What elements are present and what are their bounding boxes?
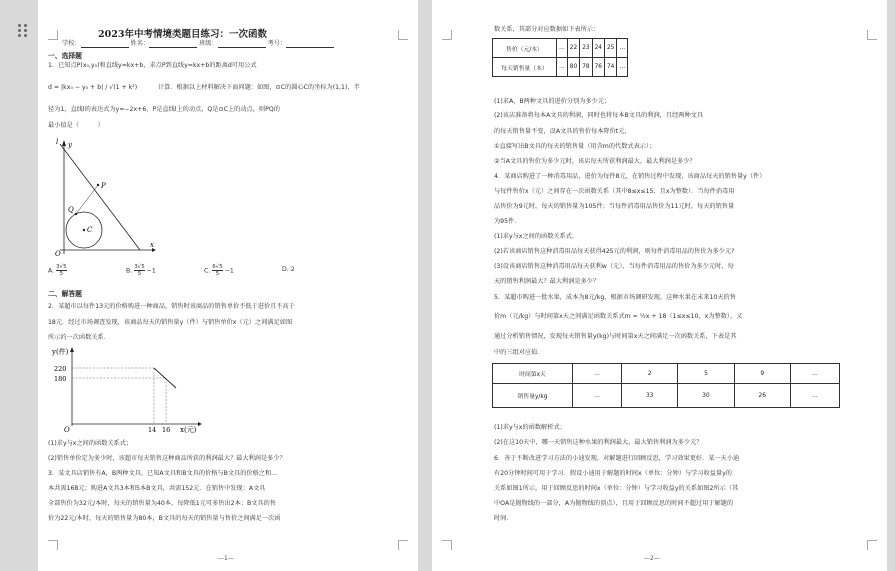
question-text: 价为22元/本时，每天的销售量为80本，B文具的每天的销售量与售价之间满足一次函 <box>48 515 281 522</box>
question-text: 径为1，直线l的表达式为y=−2x+6，P是直线l上的动点，Q是⊙C上的动点，则PQ的 <box>48 106 280 113</box>
table-cell: … <box>790 384 839 408</box>
question-part: ①直接写出B文具的每天的销售量（用含m的代数式表示）； <box>494 143 656 150</box>
table-cell: 5 <box>678 364 734 384</box>
school-label: 学校： <box>62 40 81 47</box>
table-cell: 2 <box>622 364 678 384</box>
choice-letter: C. <box>204 267 211 275</box>
circle-line-figure <box>48 138 158 256</box>
question-text: 中OA是抛物线的一部分，A为抛物线的顶点），且用于回顾反思的时间不超过用于解题的 <box>494 500 734 507</box>
question-part: (1)求y与x的函数解析式； <box>494 424 566 431</box>
question-text: 品售价为9元时，每天的销售量为105件；当每件消毒用品售价为11元时，每天的销售量 <box>494 203 735 210</box>
table-row <box>493 58 628 77</box>
crop-mark <box>398 30 408 40</box>
x-axis-arrow-icon <box>198 422 202 426</box>
name-blank[interactable] <box>149 42 197 48</box>
question-text: 最小值是（ ） <box>48 122 104 129</box>
table-cell: 23 <box>580 39 592 58</box>
question-text: 计算．根据以上材料解决下面问题：如图，⊙C的圆心C的坐标为(1,1)，半 <box>158 84 360 91</box>
question-part: (3)设该商店销售这种消毒用品每天获利w（元），当每件消毒用品的售价为多少元时，每 <box>494 263 734 270</box>
question-text: 全部售价为32元/本时，每天的销售量为40本，每降低1元可多售出2本；B文具的售 <box>48 500 276 507</box>
axis-label-x: x <box>150 241 154 249</box>
question-text: 所示的一次函数关系． <box>48 334 110 341</box>
document-page-1 <box>38 0 418 571</box>
question-text: 3．某文具店销售有A，B两种文具，已知A文具和B文具的价格与B文具的价格之和... <box>48 470 278 477</box>
origin-label: O <box>64 426 70 434</box>
label-q: Q <box>68 206 74 214</box>
y-axis-arrow-icon <box>70 347 74 352</box>
crop-mark <box>442 540 452 550</box>
axis-label-y: y <box>68 141 72 149</box>
question-text: 与每件售价x（元）之间存在一次函数关系（其中8≤x≤15，且x为整数）．当每件消毒用 <box>494 188 735 195</box>
choice-tail: −1 <box>224 267 234 275</box>
axis-label-x: x(元) <box>180 426 197 434</box>
class-blank[interactable] <box>218 42 266 48</box>
question-part: 天的销售利润最大？最大利润是多少？ <box>494 278 600 285</box>
table-cell: 24 <box>592 39 604 58</box>
tick-label-180: 180 <box>54 375 67 383</box>
table-cell: … <box>557 39 568 58</box>
choice-letter: D. <box>282 266 289 273</box>
document-page-2 <box>432 0 887 571</box>
question-text: 价m（元/kg）与时间第x天之间满足函数关系式m = ½x + 18（1≤x≤10，x为整数），又 <box>494 313 743 320</box>
choice-letter: A. <box>48 267 55 275</box>
tick-label-14: 14 <box>148 426 157 434</box>
choice-b[interactable] <box>126 264 156 277</box>
choice-tail: −1 <box>146 267 156 275</box>
crop-mark <box>398 540 408 550</box>
question-part: (1)求y与x之间的函数关系式． <box>494 233 579 240</box>
axis-label-y: y(件) <box>52 348 69 356</box>
label-c: C <box>87 226 93 234</box>
fraction-numerator: 6√5 <box>212 264 223 270</box>
drag-handle-icon[interactable] <box>18 24 28 38</box>
question-text: 中的三组对应值． <box>494 349 544 356</box>
table-cell: 26 <box>734 384 790 408</box>
table-cell: 76 <box>592 58 604 77</box>
choice-letter: B. <box>126 267 133 275</box>
table-cell: 33 <box>622 384 678 408</box>
table-cell: 时间第x天 <box>493 364 573 384</box>
table-cell: 22 <box>567 39 579 58</box>
fraction-numerator: 3√5 <box>134 264 145 270</box>
fraction <box>212 264 223 277</box>
table-cell: 销售量y/kg <box>493 384 573 408</box>
question-part: (2)在这10天中，哪一天销售这种水果的利润最大，最大销售利润为多少元？ <box>494 439 703 446</box>
crop-mark <box>442 30 452 40</box>
tick-label-220: 220 <box>54 365 67 373</box>
table-cell: … <box>573 364 622 384</box>
section-heading: 二、解答题 <box>48 290 82 298</box>
question-text: 为95件． <box>494 218 521 225</box>
line-l <box>60 144 140 250</box>
table-cell: 80 <box>567 58 579 77</box>
question-text: 5．某超市购进一批水果，成本为8元/kg，根据市场调研发现，这种水果在未来10天的售 <box>494 294 736 301</box>
question-part: (1)求y与x之间的函数关系式； <box>48 440 133 447</box>
question-text: 2．某超市以每件13元的价格购进一种商品，销售时该商品的销售单价不低于进价且不高于 <box>48 303 295 310</box>
crop-mark <box>48 30 58 40</box>
table-row <box>493 39 628 58</box>
choice-d[interactable] <box>282 266 295 274</box>
info-fields <box>62 40 334 48</box>
price-sales-table <box>492 38 628 77</box>
question-part: ②当A文具的售价为多少元时，该店每天所获利润最大，最大利润是多少？ <box>494 158 696 165</box>
tick-label-16: 16 <box>162 426 171 434</box>
question-part: (2)该店准备将每本A文具的利润，同时也将每本B文具的利润，且经两种文具 <box>494 112 704 119</box>
question-part: (2)若该商店销售这种消毒用品每天获得425元的利润，则每件消毒用品的售价为多少元? <box>494 248 735 255</box>
crop-mark <box>48 540 58 550</box>
table-cell: 9 <box>734 364 790 384</box>
question-text: 4．某商店购进了一种消毒用品，进价为每件8元，在销售过程中发现，该商品每天的销售量y（件） <box>494 173 766 180</box>
question-text: 1．已知点P(x₀,y₀)和直线y=kx+b，求点P到直线y=kx+b的距离d可用公式 <box>48 62 257 69</box>
fraction-denominator: 5 <box>215 271 220 277</box>
question-text: 关系如图1所示，用于回顾反思的时间x（单位：分钟）与学习收益y的关系如图2所示（其 <box>494 485 739 492</box>
fraction-numerator: 3√5 <box>56 264 67 270</box>
exam-number-label: 考号： <box>267 40 287 47</box>
page-number: —1— <box>218 555 234 562</box>
table-cell: … <box>573 384 622 408</box>
table-cell: 每天销售量（本） <box>493 58 557 77</box>
origin-label: O <box>55 250 61 256</box>
choice-text: 2 <box>290 266 295 273</box>
question-text: 本共需168元；购进A文具3本和5本B文具，共需152元．在销售中发现：A文具 <box>48 485 266 492</box>
table-cell: 售价（元/本） <box>493 39 557 58</box>
fraction-denominator: 5 <box>59 271 64 277</box>
fraction <box>134 264 145 277</box>
school-blank[interactable] <box>81 42 129 48</box>
fraction <box>56 264 67 277</box>
crop-mark <box>867 540 877 550</box>
table-cell: 74 <box>604 58 616 77</box>
question-text: 时间． <box>494 515 513 522</box>
table-cell: 30 <box>678 384 734 408</box>
y-axis-arrow-icon <box>62 140 66 146</box>
question-text: 数关系，其部分对应数据如下表所示： <box>494 26 600 33</box>
center-point <box>83 229 85 231</box>
crop-mark <box>867 30 877 40</box>
formula: d = |kx₀ − y₀ + b| / √(1 + k²) <box>48 84 138 91</box>
sales-volume-graph <box>50 344 210 434</box>
question-part: 的每天销售量不变，设A文具的售价每本降价t元， <box>494 128 631 135</box>
question-text: 18元．经过市场调查发现，该商品每天的销售量y（件）与销售单价x（元）之间满足如图 <box>48 319 293 326</box>
choice-a[interactable] <box>48 264 67 277</box>
label-l: l <box>56 138 59 146</box>
question-text: 通过分析销售情况，发现每天销售量y(kg)与时间第x天之间满足一次函数关系，下表是其 <box>494 333 737 340</box>
table-cell: … <box>617 39 628 58</box>
page-title: 2023年中考情境类题目练习：一次函数 <box>98 29 267 40</box>
question-text: 6．善于不断改进学习方法的小迪发现，对解题进行回顾反思，学习效果更好．某一天小迪 <box>494 455 740 462</box>
question-part: (2)销售单价定为多少时，该超市每天销售这种商品所获的利润最大？最大利润是多少？ <box>48 455 286 462</box>
fraction-denominator: 5 <box>137 271 142 277</box>
table-cell: … <box>790 364 839 384</box>
table-row <box>493 364 840 384</box>
table-cell: 78 <box>580 58 592 77</box>
time-sales-table <box>492 363 840 408</box>
table-cell: … <box>557 58 568 77</box>
table-cell: … <box>617 58 628 77</box>
section-heading: 一、选择题 <box>48 52 82 60</box>
page-number: —2— <box>644 555 660 562</box>
label-p: P <box>101 182 106 190</box>
class-label: 班级： <box>199 40 218 47</box>
table-row <box>493 384 840 408</box>
question-part: (1)求A，B两种文具的进价分别为多少元； <box>494 98 611 105</box>
segment-pq <box>76 185 98 214</box>
table-cell: 25 <box>604 39 616 58</box>
question-text: 有20分钟时间可用于学习．假设小迪用于解题的时间x（单位：分钟）与学习收益量y的 <box>494 470 732 477</box>
choice-c[interactable] <box>204 264 234 277</box>
exam-number-blank[interactable] <box>286 42 334 48</box>
name-label: 姓名： <box>130 40 150 47</box>
